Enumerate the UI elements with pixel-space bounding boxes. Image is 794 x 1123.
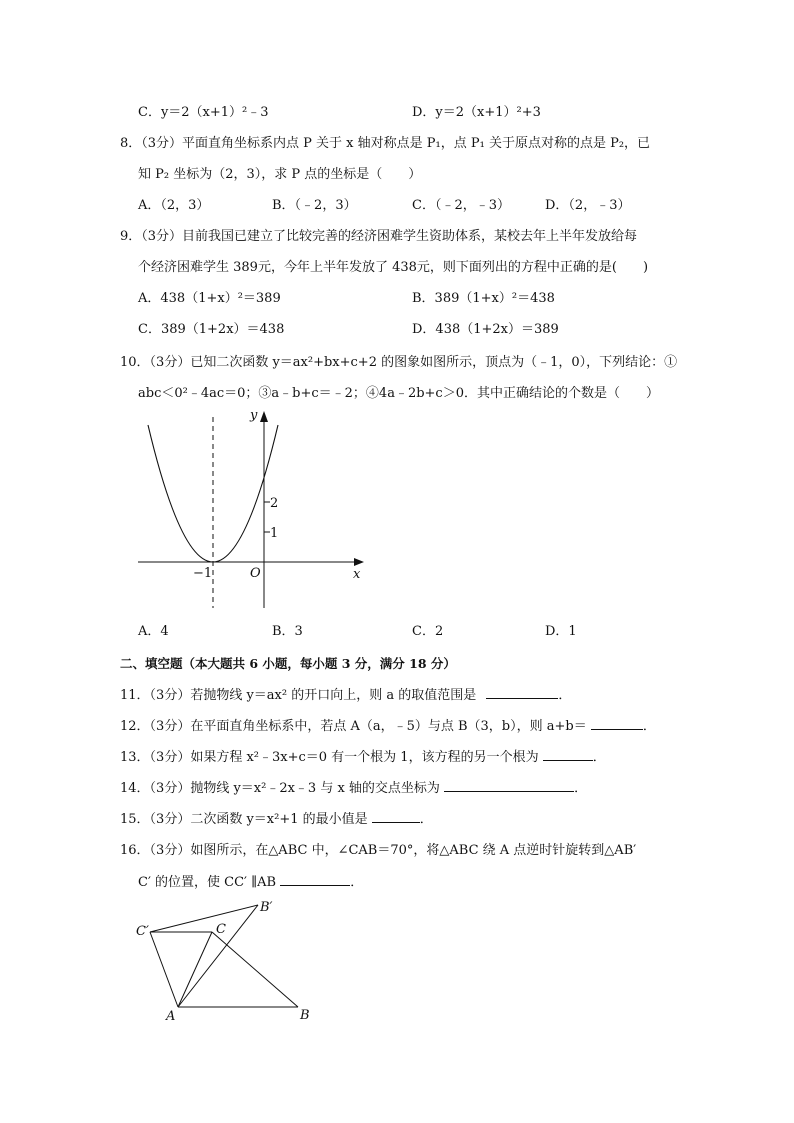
q11-stem: 11．（3分）若抛物线 y＝ax² 的开口向上，则 a 的取值范围是 [120, 688, 477, 703]
label-b: B [300, 1008, 310, 1023]
q11-answer-blank[interactable] [486, 686, 558, 699]
q13-end: ． [592, 750, 606, 765]
label-c: C [216, 922, 226, 937]
segment-c-b [212, 932, 298, 1007]
q8-stem-line2: 知 P₂ 坐标为（2，3），求 P 点的坐标是（ ） [138, 167, 422, 182]
q16-answer-blank[interactable] [280, 873, 350, 886]
q14-end: ． [574, 781, 588, 796]
q8-stem-line1: 8．（3分）平面直角坐标系内点 P 关于 x 轴对称点是 P₁，点 P₁ 关于原点对称的点是 P₂，已 [120, 136, 651, 151]
q11-end: ． [558, 688, 572, 703]
y-tick-label-2: 2 [270, 496, 279, 511]
q13-stem: 13．（3分）如果方程 x²﹣3x+c＝0 有一个根为 1，该方程的另一个根为 [120, 750, 539, 765]
q15-stem: 15．（3分）二次函数 y＝x²+1 的最小值是 [120, 812, 368, 827]
section-heading-fill-in: 二、填空题（本大题共 6 小题，每小题 3 分，满分 18 分） [120, 656, 456, 671]
q13-line [120, 748, 606, 767]
q15-end: ． [419, 812, 433, 827]
q9-option-b: B．389（1+x）²＝438 [412, 291, 555, 306]
origin-label: O [250, 566, 261, 581]
x-tick-label-neg1: −1 [193, 566, 213, 581]
label-a: A [166, 1009, 176, 1024]
x-axis-arrow [354, 558, 364, 566]
q15-line [120, 810, 433, 829]
q16-end: ． [350, 875, 364, 890]
q12-line [120, 717, 656, 736]
q10-option-b: B．3 [272, 624, 303, 639]
q15-answer-blank[interactable] [372, 810, 420, 823]
q8-option-b: B．（﹣2，3） [272, 198, 357, 213]
q8-option-a: A．（2，3） [138, 198, 210, 213]
q14-stem: 14．（3分）抛物线 y＝x²﹣2x﹣3 与 x 轴的交点坐标为 [120, 781, 440, 796]
q10-option-c: C．2 [412, 624, 444, 639]
q8-option-c: C．（﹣2，﹣3） [412, 198, 510, 213]
q11-line [120, 686, 571, 705]
y-axis-arrow [260, 411, 268, 422]
q10-parabola-graph [130, 405, 370, 615]
q16-rotation-figure [130, 895, 330, 1025]
label-b-prime: B′ [260, 900, 273, 915]
q7-option-c: C．y＝2（x+1）²﹣3 [138, 105, 269, 120]
q9-stem-line1: 9．（3分）目前我国已建立了比较完善的经济困难学生资助体系，某校去年上半年发放给每 [120, 229, 638, 244]
q12-answer-blank[interactable] [591, 717, 643, 730]
q7-option-d: D．y＝2（x+1）²+3 [412, 105, 541, 120]
q8-option-d: D．（2，﹣3） [545, 198, 631, 213]
q16-stem-line2: C′ 的位置，使 CC′ ∥AB [138, 875, 277, 890]
q13-answer-blank[interactable] [543, 748, 593, 761]
q16-stem-line1: 16．（3分）如图所示，在△ABC 中，∠CAB＝70°，将△ABC 绕 A 点逆时针旋转到△AB′ [120, 843, 637, 858]
x-axis-label: x [353, 567, 361, 582]
y-tick-label-1: 1 [270, 526, 279, 541]
segment-a-b-prime [178, 905, 258, 1007]
q9-option-c: C．389（1+2x）＝438 [138, 322, 285, 337]
label-c-prime: C′ [136, 924, 149, 939]
y-axis-label: y [250, 408, 258, 423]
q14-answer-blank[interactable] [444, 779, 574, 792]
q10-stem-line2: abc＜0²﹣4ac＝0；③a﹣b+c＝﹣2；④4a﹣2b+c＞0．其中正确结论的个数是（ ） [138, 386, 659, 401]
q10-stem-line1: 10．（3分）已知二次函数 y＝ax²+bx+c+2 的图象如图所示，顶点为（﹣1，0），下列结论：① [120, 355, 678, 370]
q12-end: ． [642, 719, 656, 734]
q9-option-a: A．438（1+x）²＝389 [138, 291, 281, 306]
q16-line2 [138, 873, 363, 892]
q10-option-a: A．4 [138, 624, 169, 639]
segment-c-prime-a [150, 932, 178, 1007]
q12-stem: 12．（3分）在平面直角坐标系中，若点 A（a，﹣5）与点 B（3，b），则 a+b＝ [120, 719, 587, 734]
q9-stem-line2: 个经济困难学生 389元，今年上半年发放了 438元，则下面列出的方程中正确的是( ) [138, 260, 649, 275]
q10-option-d: D．1 [545, 624, 577, 639]
q9-option-d: D．438（1+2x）＝389 [412, 322, 559, 337]
q14-line [120, 779, 587, 798]
segment-c-prime-b-prime [150, 905, 258, 932]
